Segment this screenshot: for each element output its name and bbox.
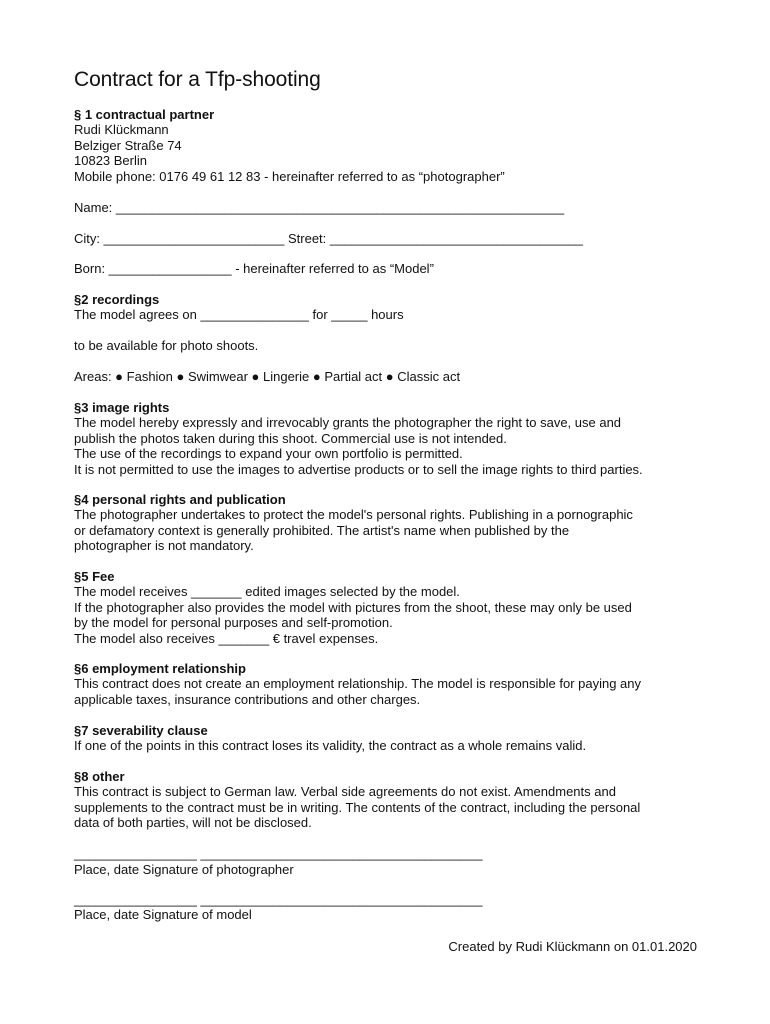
section-8-line-2: supplements to the contract must be in writing. The contents of the contract, including the personal xyxy=(74,799,641,815)
section-4-line-3: photographer is not mandatory. xyxy=(74,538,254,554)
partner-street: Belziger Straße 74 xyxy=(74,137,182,153)
section-7-heading: §7 severability clause xyxy=(74,723,208,738)
photographer-signature-line: _________________ _______________________________________ xyxy=(74,846,483,861)
section-5-line-1: The model receives _______ edited images selected by the model. xyxy=(74,584,460,600)
section-2-areas: Areas: ● Fashion ● Swimwear ● Lingerie ● Partial act ● Classic act xyxy=(74,369,461,384)
section-2-line-2: to be available for photo shoots. xyxy=(74,338,259,353)
section-4-personal-rights xyxy=(74,492,724,554)
section-6-heading: §6 employment relationship xyxy=(74,661,246,676)
model-city-street-field: City: _________________________ Street: ___________________________________ xyxy=(74,231,583,246)
section-8-other xyxy=(74,769,724,831)
section-3-image-rights xyxy=(74,400,724,477)
section-1-contractual-partner xyxy=(74,107,724,184)
model-born-field: Born: _________________ - hereinafter referred to as “Model” xyxy=(74,261,434,276)
section-2-heading: §2 recordings xyxy=(74,292,160,307)
section-4-line-1: The photographer undertakes to protect the model's personal rights. Publishing in a pornographic xyxy=(74,507,633,523)
section-8-line-3: data of both parties, will not be disclosed. xyxy=(74,815,312,831)
section-4-line-2: or defamatory context is generally prohibited. The artist's name when published by the xyxy=(74,522,570,538)
section-8-line-1: This contract is subject to German law. Verbal side agreements do not exist. Amendments and xyxy=(74,784,616,800)
section-5-heading: §5 Fee xyxy=(74,569,115,584)
model-signature-line: _________________ _______________________________________ xyxy=(74,892,483,907)
partner-city: 10823 Berlin xyxy=(74,153,147,169)
section-2-line-1: The model agrees on _______________ for _____ hours xyxy=(74,307,404,323)
document-title: Contract for a Tfp-shooting xyxy=(74,68,321,91)
photographer-signature-label: Place, date Signature of photographer xyxy=(74,862,294,877)
section-2-recordings xyxy=(74,292,724,323)
model-name-field: Name: ______________________________________________________________ xyxy=(74,200,565,215)
model-signature-label: Place, date Signature of model xyxy=(74,907,252,922)
section-5-line-4: The model also receives _______ € travel expenses. xyxy=(74,630,379,646)
section-3-line-4: It is not permitted to use the images to advertise products or to sell the image rights to third parties. xyxy=(74,461,643,477)
section-7-severability xyxy=(74,723,724,754)
section-3-heading: §3 image rights xyxy=(74,400,170,415)
partner-name: Rudi Klückmann xyxy=(74,122,169,138)
section-8-heading: §8 other xyxy=(74,769,125,784)
section-6-line-2: applicable taxes, insurance contributions and other charges. xyxy=(74,691,421,707)
section-7-line-1: If one of the points in this contract loses its validity, the contract as a whole remains valid. xyxy=(74,738,587,754)
section-6-employment xyxy=(74,661,724,707)
section-1-heading: § 1 contractual partner xyxy=(74,107,215,122)
section-5-line-3: by the model for personal purposes and self-promotion. xyxy=(74,615,393,631)
section-3-line-2: publish the photos taken during this shoot. Commercial use is not intended. xyxy=(74,430,507,446)
section-5-fee xyxy=(74,569,724,646)
section-6-line-1: This contract does not create an employment relationship. The model is responsible for paying any xyxy=(74,676,642,692)
section-3-line-1: The model hereby expressly and irrevocably grants the photographer the right to save, use and xyxy=(74,415,622,431)
footer-created-by: Created by Rudi Klückmann on 01.01.2020 xyxy=(448,939,697,954)
partner-phone: Mobile phone: 0176 49 61 12 83 - hereinafter referred to as “photographer” xyxy=(74,168,505,184)
section-3-line-3: The use of the recordings to expand your own portfolio is permitted. xyxy=(74,446,463,462)
section-4-heading: §4 personal rights and publication xyxy=(74,492,286,507)
section-5-line-2: If the photographer also provides the model with pictures from the shoot, these may only be used xyxy=(74,599,632,615)
